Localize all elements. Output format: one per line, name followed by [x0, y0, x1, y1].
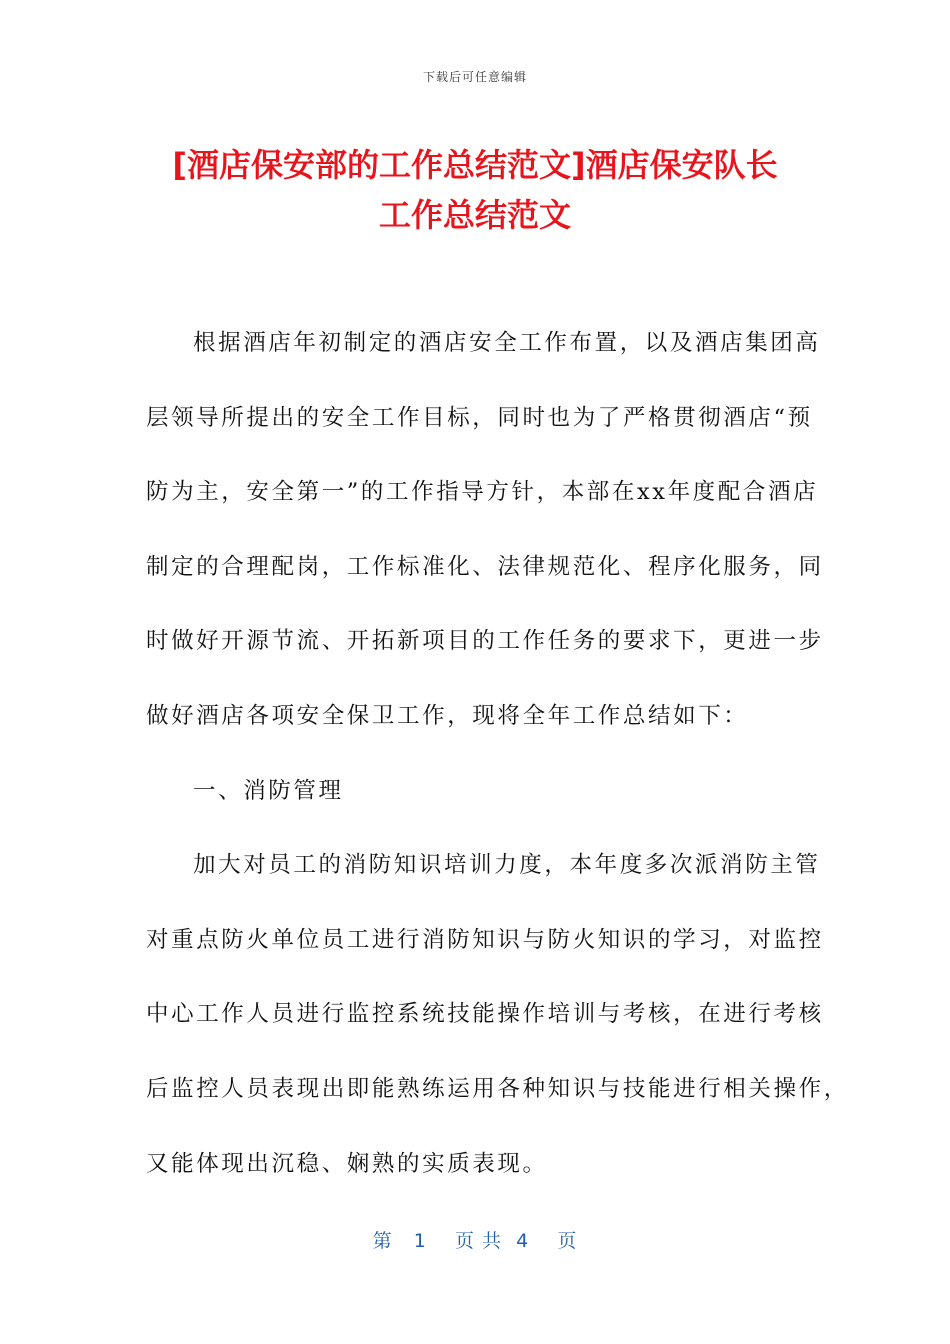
paragraph-line: 中心工作人员进行监控系统技能操作培训与考核，在进行考核 — [146, 1001, 824, 1028]
paragraph-line: 对重点防火单位员工进行消防知识与防火知识的学习，对监控 — [146, 926, 824, 953]
paragraph-line: 做好酒店各项安全保卫工作，现将全年工作总结如下： — [146, 702, 749, 729]
header-note: 下载后可任意编辑 — [422, 70, 527, 84]
title-line-2: 工作总结范文 — [378, 196, 571, 234]
paragraph-line: 根据酒店年初制定的酒店安全工作布置，以及酒店集团高 — [193, 330, 821, 356]
page-number: 第 1 页 共 4 页 — [372, 1230, 578, 1252]
paragraph-line: 时做好开源节流、开拓新项目的工作任务的要求下，更进一步 — [146, 628, 824, 655]
document-title — [120, 140, 830, 240]
paragraph-line: 又能体现出沉稳、娴熟的实质表现。 — [146, 1150, 548, 1177]
paragraph-line: 制定的合理配岗，工作标准化、法律规范化、程序化服务，同 — [146, 553, 824, 580]
paragraph-line: 层领导所提出的安全工作目标，同时也为了严格贯彻酒店“预 — [146, 404, 813, 431]
document-body — [146, 306, 849, 1201]
title-line-1: [酒店保安部的工作总结范文]酒店保安队长 — [172, 146, 778, 184]
section-heading: 一、消防管理 — [193, 777, 344, 804]
paragraph-line: 防为主，安全第一”的工作指导方针，本部在xx年度配合酒店 — [146, 479, 819, 506]
paragraph-line: 后监控人员表现出即能熟练运用各种知识与技能进行相关操作， — [146, 1075, 849, 1102]
paragraph-line: 加大对员工的消防知识培训力度，本年度多次派消防主管 — [193, 852, 821, 879]
